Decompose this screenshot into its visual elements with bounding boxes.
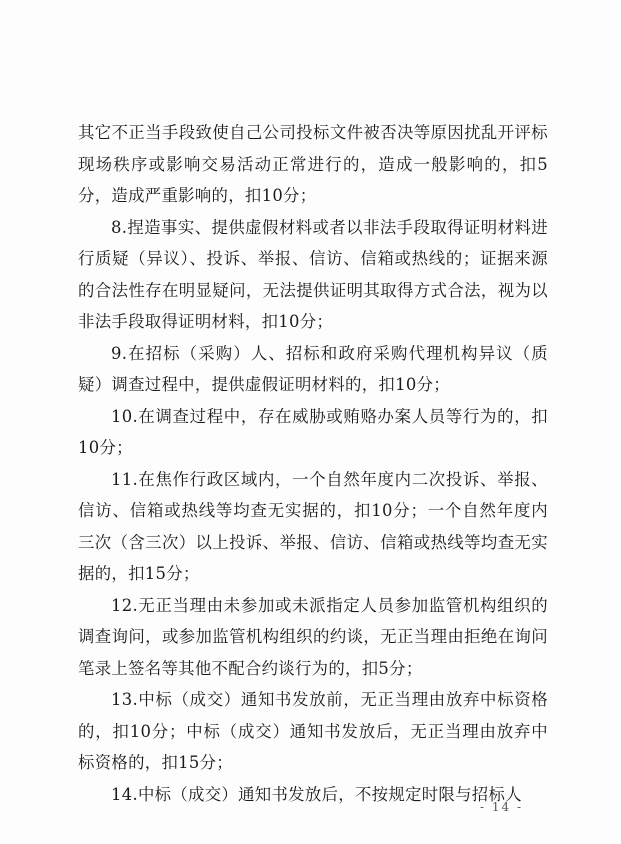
paragraph-item-11: 11.在焦作行政区域内，一个自然年度内二次投诉、举报、信访、信箱或热线等均查无实据的，扣10分；一个自然年度内三次（含三次）以上投诉、举报、信访、信箱或热线等均查无实据的，扣15分； (78, 469, 548, 583)
paragraph-item-13: 13.中标（成交）通知书发放前，无正当理由放弃中标资格的，扣10分；中标（成交）通知书发放后，无正当理由放弃中标资格的，扣15分； (78, 690, 548, 772)
document-body (78, 117, 548, 810)
paragraph-continued: 其它不正当手段致使自己公司投标文件被否决等原因扰乱开评标现场秩序或影响交易活动正常进行的，造成一般影响的，扣5分，造成严重影响的，扣10分； (78, 123, 548, 205)
paragraph-item-8: 8.捏造事实、提供虚假材料或者以非法手段取得证明材料进行质疑（异议）、投诉、举报、信访、信箱或热线的；证据来源的合法性存在明显疑问，无法提供证明其取得方式合法，视为以非法手段取得证明材料，扣10分； (78, 217, 548, 331)
page-number: - 14 - (480, 800, 524, 814)
paragraph-item-14: 14.中标（成交）通知书发放后，不按规定时限与招标人 (111, 784, 522, 804)
paragraph-item-10: 10.在调查过程中，存在威胁或贿赂办案人员等行为的，扣10分； (78, 406, 548, 457)
paragraph-item-12: 12.无正当理由未参加或未派指定人员参加监管机构组织的调查询问，或参加监管机构组织的约谈，无正当理由拒绝在询问笔录上签名等其他不配合约谈行为的，扣5分； (78, 595, 548, 678)
paragraph-item-9: 9.在招标（采购）人、招标和政府采购代理机构异议（质疑）调查过程中，提供虚假证明材料的，扣10分； (78, 343, 548, 394)
